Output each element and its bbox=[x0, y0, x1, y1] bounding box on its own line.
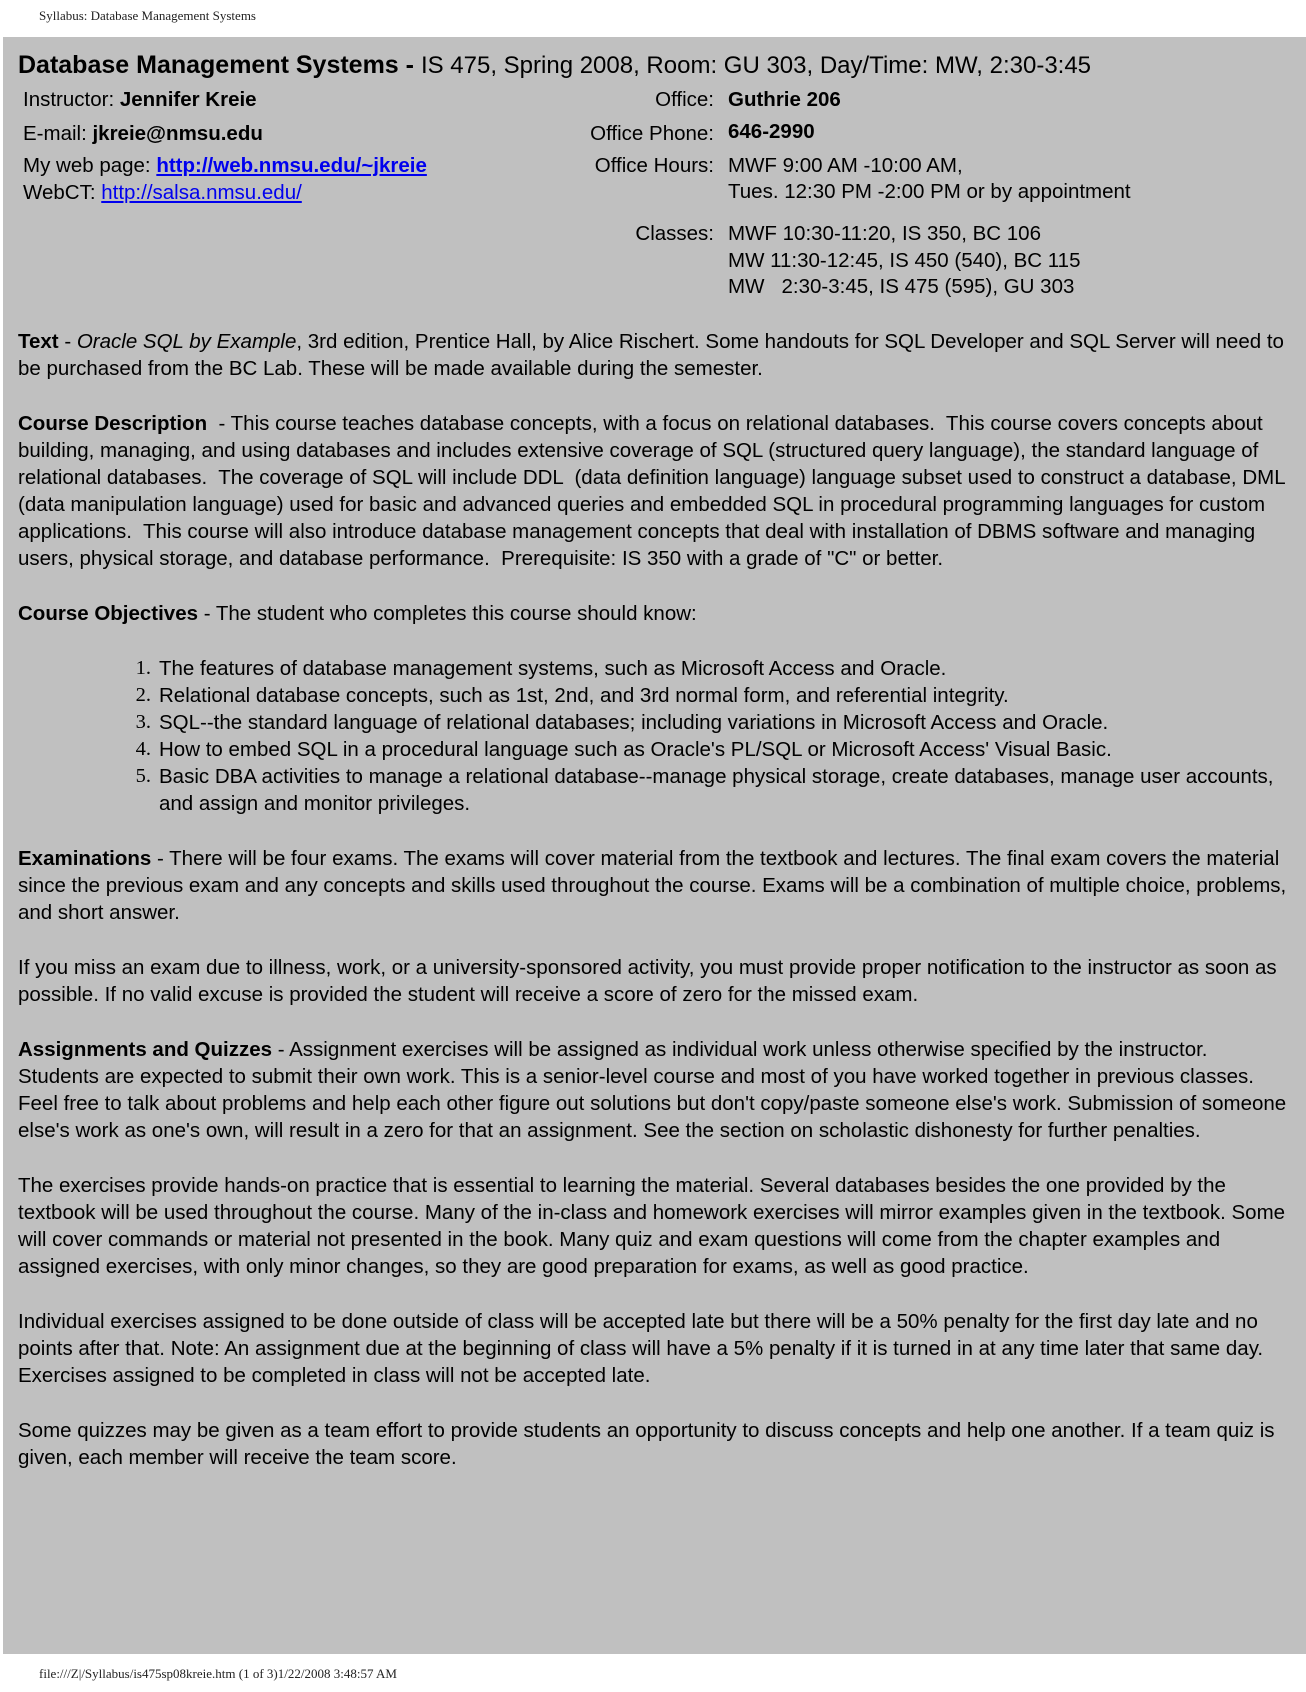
list-text: Basic DBA activities to manage a relational database--manage physical storage, create databases, manage user accounts, and assign and monitor privileges. bbox=[159, 765, 1274, 815]
objectives-list bbox=[18, 655, 1292, 817]
hours-line-1: MWF 9:00 AM -10:00 AM, bbox=[728, 154, 963, 177]
list-item bbox=[135, 736, 1292, 763]
page-title bbox=[18, 49, 1292, 82]
instructor-row bbox=[23, 86, 257, 113]
list-item bbox=[135, 709, 1292, 736]
office-value: Guthrie 206 bbox=[728, 88, 841, 111]
list-item bbox=[135, 763, 1292, 817]
text-label: Text bbox=[18, 330, 59, 353]
list-item bbox=[135, 655, 1292, 682]
instructor-info bbox=[18, 86, 1292, 328]
course-description-label: Course Description bbox=[18, 412, 208, 435]
webct-row bbox=[23, 179, 302, 206]
classes-label: Classes: bbox=[635, 222, 714, 245]
list-text: How to embed SQL in a procedural language such as Oracle's PL/SQL or Microsoft Access' Visual Basic. bbox=[159, 738, 1112, 761]
exercises-paragraph: The exercises provide hands-on practice that is essential to learning the material. Several databases besides the one provided by the textbook will be used throughout the course. Many of the in-class and homework exercises will mirror examples given in the textbook. Some will cover commands or material not presented in the book. Many quiz and exam questions will come from the chapter examples and assigned exercises, with only minor changes, so they are good preparation for exams, as well as good practice. bbox=[18, 1174, 1286, 1278]
hours-line-2: Tues. 12:30 PM -2:00 PM or by appointment bbox=[728, 180, 1131, 203]
list-text: The features of database management systems, such as Microsoft Access and Oracle. bbox=[159, 657, 947, 680]
webpage-label: My web page: bbox=[23, 154, 157, 177]
missed-exam-paragraph: If you miss an exam due to illness, work, or a university-sponsored activity, you must provide proper notification to the instructor as soon as possible. If no valid excuse is provided the student will receive a score of zero for the missed exam. bbox=[18, 956, 1277, 1006]
webpage-row bbox=[23, 152, 427, 179]
text-section bbox=[18, 328, 1292, 382]
list-number: 1. bbox=[135, 657, 151, 679]
course-objectives bbox=[18, 600, 1292, 627]
course-objectives-intro: - The student who completes this course should know: bbox=[198, 602, 697, 625]
examinations-body: - There will be four exams. The exams will cover material from the textbook and lectures. The final exam covers the material since the previous exam and any concepts and skills used throughout the course. Exams will be a combination of multiple choice, problems, and short answer. bbox=[18, 847, 1287, 924]
list-text: Relational database concepts, such as 1st, 2nd, and 3rd normal form, and referential integrity. bbox=[159, 684, 1009, 707]
instructor-name: Jennifer Kreie bbox=[119, 88, 257, 111]
assignments bbox=[18, 1036, 1292, 1144]
late-policy-paragraph: Individual exercises assigned to be done outside of class will be accepted late but there will be a 50% penalty for the first day late and no points after that. Note: An assignment due at the beginning of class will have a 5% penalty if it is turned in at any time later that same day. Exercises assigned to be completed in class will not be accepted late. bbox=[18, 1310, 1264, 1387]
list-number: 2. bbox=[135, 684, 151, 706]
text-body: , 3rd edition, Prentice Hall, by Alice Rischert. Some handouts for SQL Developer and SQL Server will need to be purchased from the BC Lab. These will be made available during the semester. bbox=[18, 330, 1284, 380]
instructor-label: Instructor: bbox=[23, 88, 120, 111]
text-sep: - bbox=[58, 330, 77, 353]
list-number: 3. bbox=[135, 711, 151, 733]
textbook-title: Oracle SQL by Example bbox=[76, 330, 297, 353]
office-label: Office: bbox=[655, 88, 714, 111]
list-item bbox=[135, 682, 1292, 709]
phone-value: 646-2990 bbox=[728, 120, 815, 143]
email-value: jkreie@nmsu.edu bbox=[92, 122, 263, 145]
classes-line-3: MW 2:30-3:45, IS 475 (595), GU 303 bbox=[728, 275, 1075, 298]
webct-label: WebCT: bbox=[23, 181, 102, 204]
list-text: SQL--the standard language of relational databases; including variations in Microsoft Access and Oracle. bbox=[159, 711, 1109, 734]
print-header: Syllabus: Database Management Systems bbox=[39, 8, 256, 23]
course-description bbox=[18, 410, 1292, 572]
examinations bbox=[18, 845, 1292, 926]
email-row bbox=[23, 120, 263, 147]
assignments-label: Assignments and Quizzes bbox=[18, 1038, 273, 1061]
list-number: 4. bbox=[135, 738, 151, 760]
examinations-label: Examinations bbox=[18, 847, 152, 870]
print-footer: file:///Z|/Syllabus/is475sp08kreie.htm (1 of 3)1/22/2008 3:48:57 AM bbox=[39, 1666, 397, 1681]
webct-link[interactable]: http://salsa.nmsu.edu/ bbox=[101, 181, 302, 204]
course-name: Database Management Systems - bbox=[18, 51, 421, 79]
list-number: 5. bbox=[135, 765, 151, 787]
course-description-body: - This course teaches database concepts, with a focus on relational databases. This course covers concepts about building, managing, and using databases and includes extensive coverage of SQL (structured query language), the standard language of relational databases. The coverage of SQL will include DDL (data definition language) language subset used to construct a database, DML (data manipulation language) used for basic and advanced queries and embedded SQL in procedural programming languages for custom applications. This course will also introduce database management concepts that deal with installation of DBMS software and managing users, physical storage, and database performance. Prerequisite: IS 350 with a grade of "C" or better. bbox=[18, 412, 1291, 570]
assignments-body: - Assignment exercises will be assigned as individual work unless otherwise specified by the instructor. Students are expected to submit their own work. This is a senior-level course and most of you have worked together in previous classes. Feel free to talk about problems and help each other figure out solutions but don't copy/paste someone else's work. Submission of someone else's work as one's own, will result in a zero for that an assignment. See the section on scholastic dishonesty for further penalties. bbox=[18, 1038, 1287, 1142]
webpage-link[interactable]: http://web.nmsu.edu/~jkreie bbox=[156, 154, 427, 177]
email-label: E-mail: bbox=[23, 122, 93, 145]
course-details: IS 475, Spring 2008, Room: GU 303, Day/Time: MW, 2:30-3:45 bbox=[420, 52, 1092, 79]
phone-label: Office Phone: bbox=[590, 122, 714, 145]
hours-label: Office Hours: bbox=[594, 154, 714, 177]
classes-line-1: MWF 10:30-11:20, IS 350, BC 106 bbox=[728, 222, 1041, 245]
syllabus-panel bbox=[3, 37, 1306, 1654]
course-objectives-label: Course Objectives bbox=[18, 602, 199, 625]
quizzes-paragraph: Some quizzes may be given as a team effort to provide students an opportunity to discuss concepts and help one another. If a team quiz is given, each member will receive the team score. bbox=[18, 1419, 1275, 1469]
classes-line-2: MW 11:30-12:45, IS 450 (540), BC 115 bbox=[728, 249, 1081, 272]
